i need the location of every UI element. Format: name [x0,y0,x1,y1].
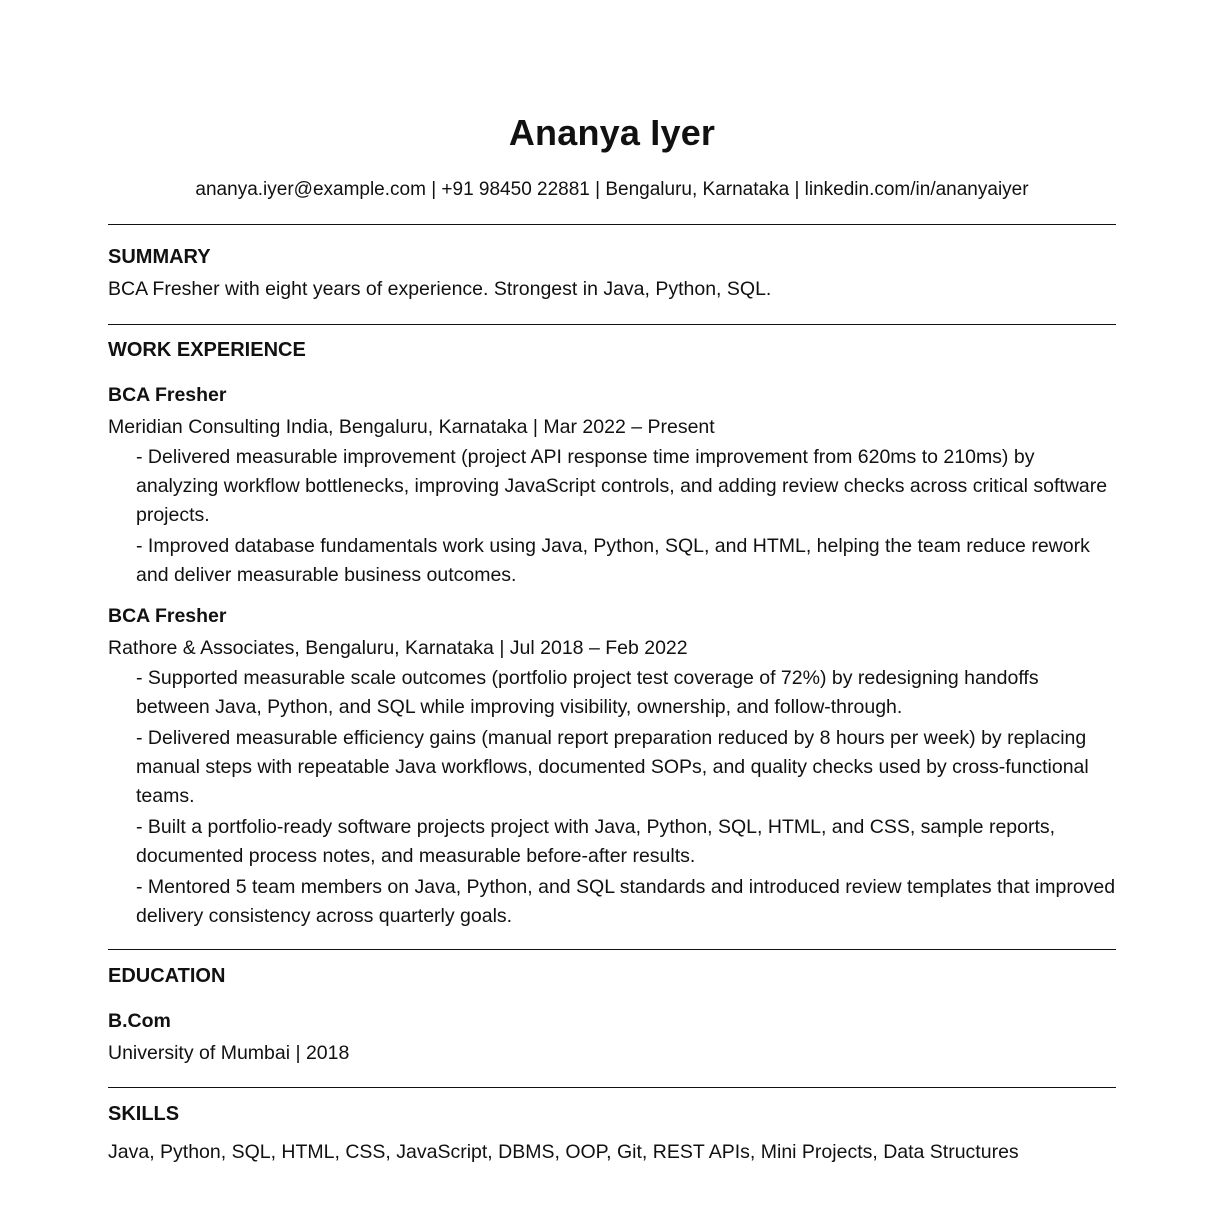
summary-text: BCA Fresher with eight years of experience. Strongest in Java, Python, SQL. [108,278,772,300]
education-section [108,950,1116,1067]
job-title: BCA Fresher [108,605,227,627]
work-experience-section [108,325,1116,931]
section-heading-work-experience: WORK EXPERIENCE [108,339,306,361]
job-bullets [108,664,1116,931]
job-bullet: - Delivered measurable efficiency gains (manual report preparation reduced by 8 hours per week) by replacing manual steps with repeatable Java workflows, documented SOPs, and quality checks used by cross-functional teams. [136,727,1089,807]
summary-section [108,225,1116,303]
job-meta: Meridian Consulting India, Bengaluru, Karnataka | Mar 2022 – Present [108,416,715,438]
education-detail: University of Mumbai | 2018 [108,1042,350,1064]
section-heading-summary: SUMMARY [108,246,211,268]
job-entry [108,604,1116,931]
job-meta: Rathore & Associates, Bengaluru, Karnataka | Jul 2018 – Feb 2022 [108,637,688,659]
job-bullet: - Supported measurable scale outcomes (portfolio project test coverage of 72%) by redesigning handoffs between Java, Python, and SQL while improving visibility, ownership, and follow-through. [136,667,1039,718]
job-title: BCA Fresher [108,384,227,406]
job-bullet: - Built a portfolio-ready software projects project with Java, Python, SQL, HTML, and CSS, sample reports, documented process notes, and measurable before-after results. [136,816,1056,867]
skills-section [108,1088,1116,1166]
job-bullet: - Mentored 5 team members on Java, Python, and SQL standards and introduced review templates that improved delivery consistency across quarterly goals. [136,876,1116,927]
job-bullets [108,443,1116,590]
candidate-name: Ananya Iyer [508,112,716,153]
job-entry [108,383,1116,590]
contact-line: ananya.iyer@example.com | +91 98450 22881 | Bengaluru, Karnataka | linkedin.com/in/ananyaiyer [195,179,1029,200]
job-bullet: - Delivered measurable improvement (project API response time improvement from 620ms to 210ms) by analyzing workflow bottlenecks, improving JavaScript controls, and adding review checks across critical software projects. [136,446,1108,526]
section-heading-education: EDUCATION [108,965,226,987]
section-heading-skills: SKILLS [108,1103,180,1125]
degree-title: B.Com [108,1010,171,1032]
job-bullet: - Improved database fundamentals work using Java, Python, SQL, and HTML, helping the team reduce rework and deliver measurable business outcomes. [136,535,1090,586]
skills-list: Java, Python, SQL, HTML, CSS, JavaScript, DBMS, OOP, Git, REST APIs, Mini Projects, Data Structures [108,1141,1019,1163]
